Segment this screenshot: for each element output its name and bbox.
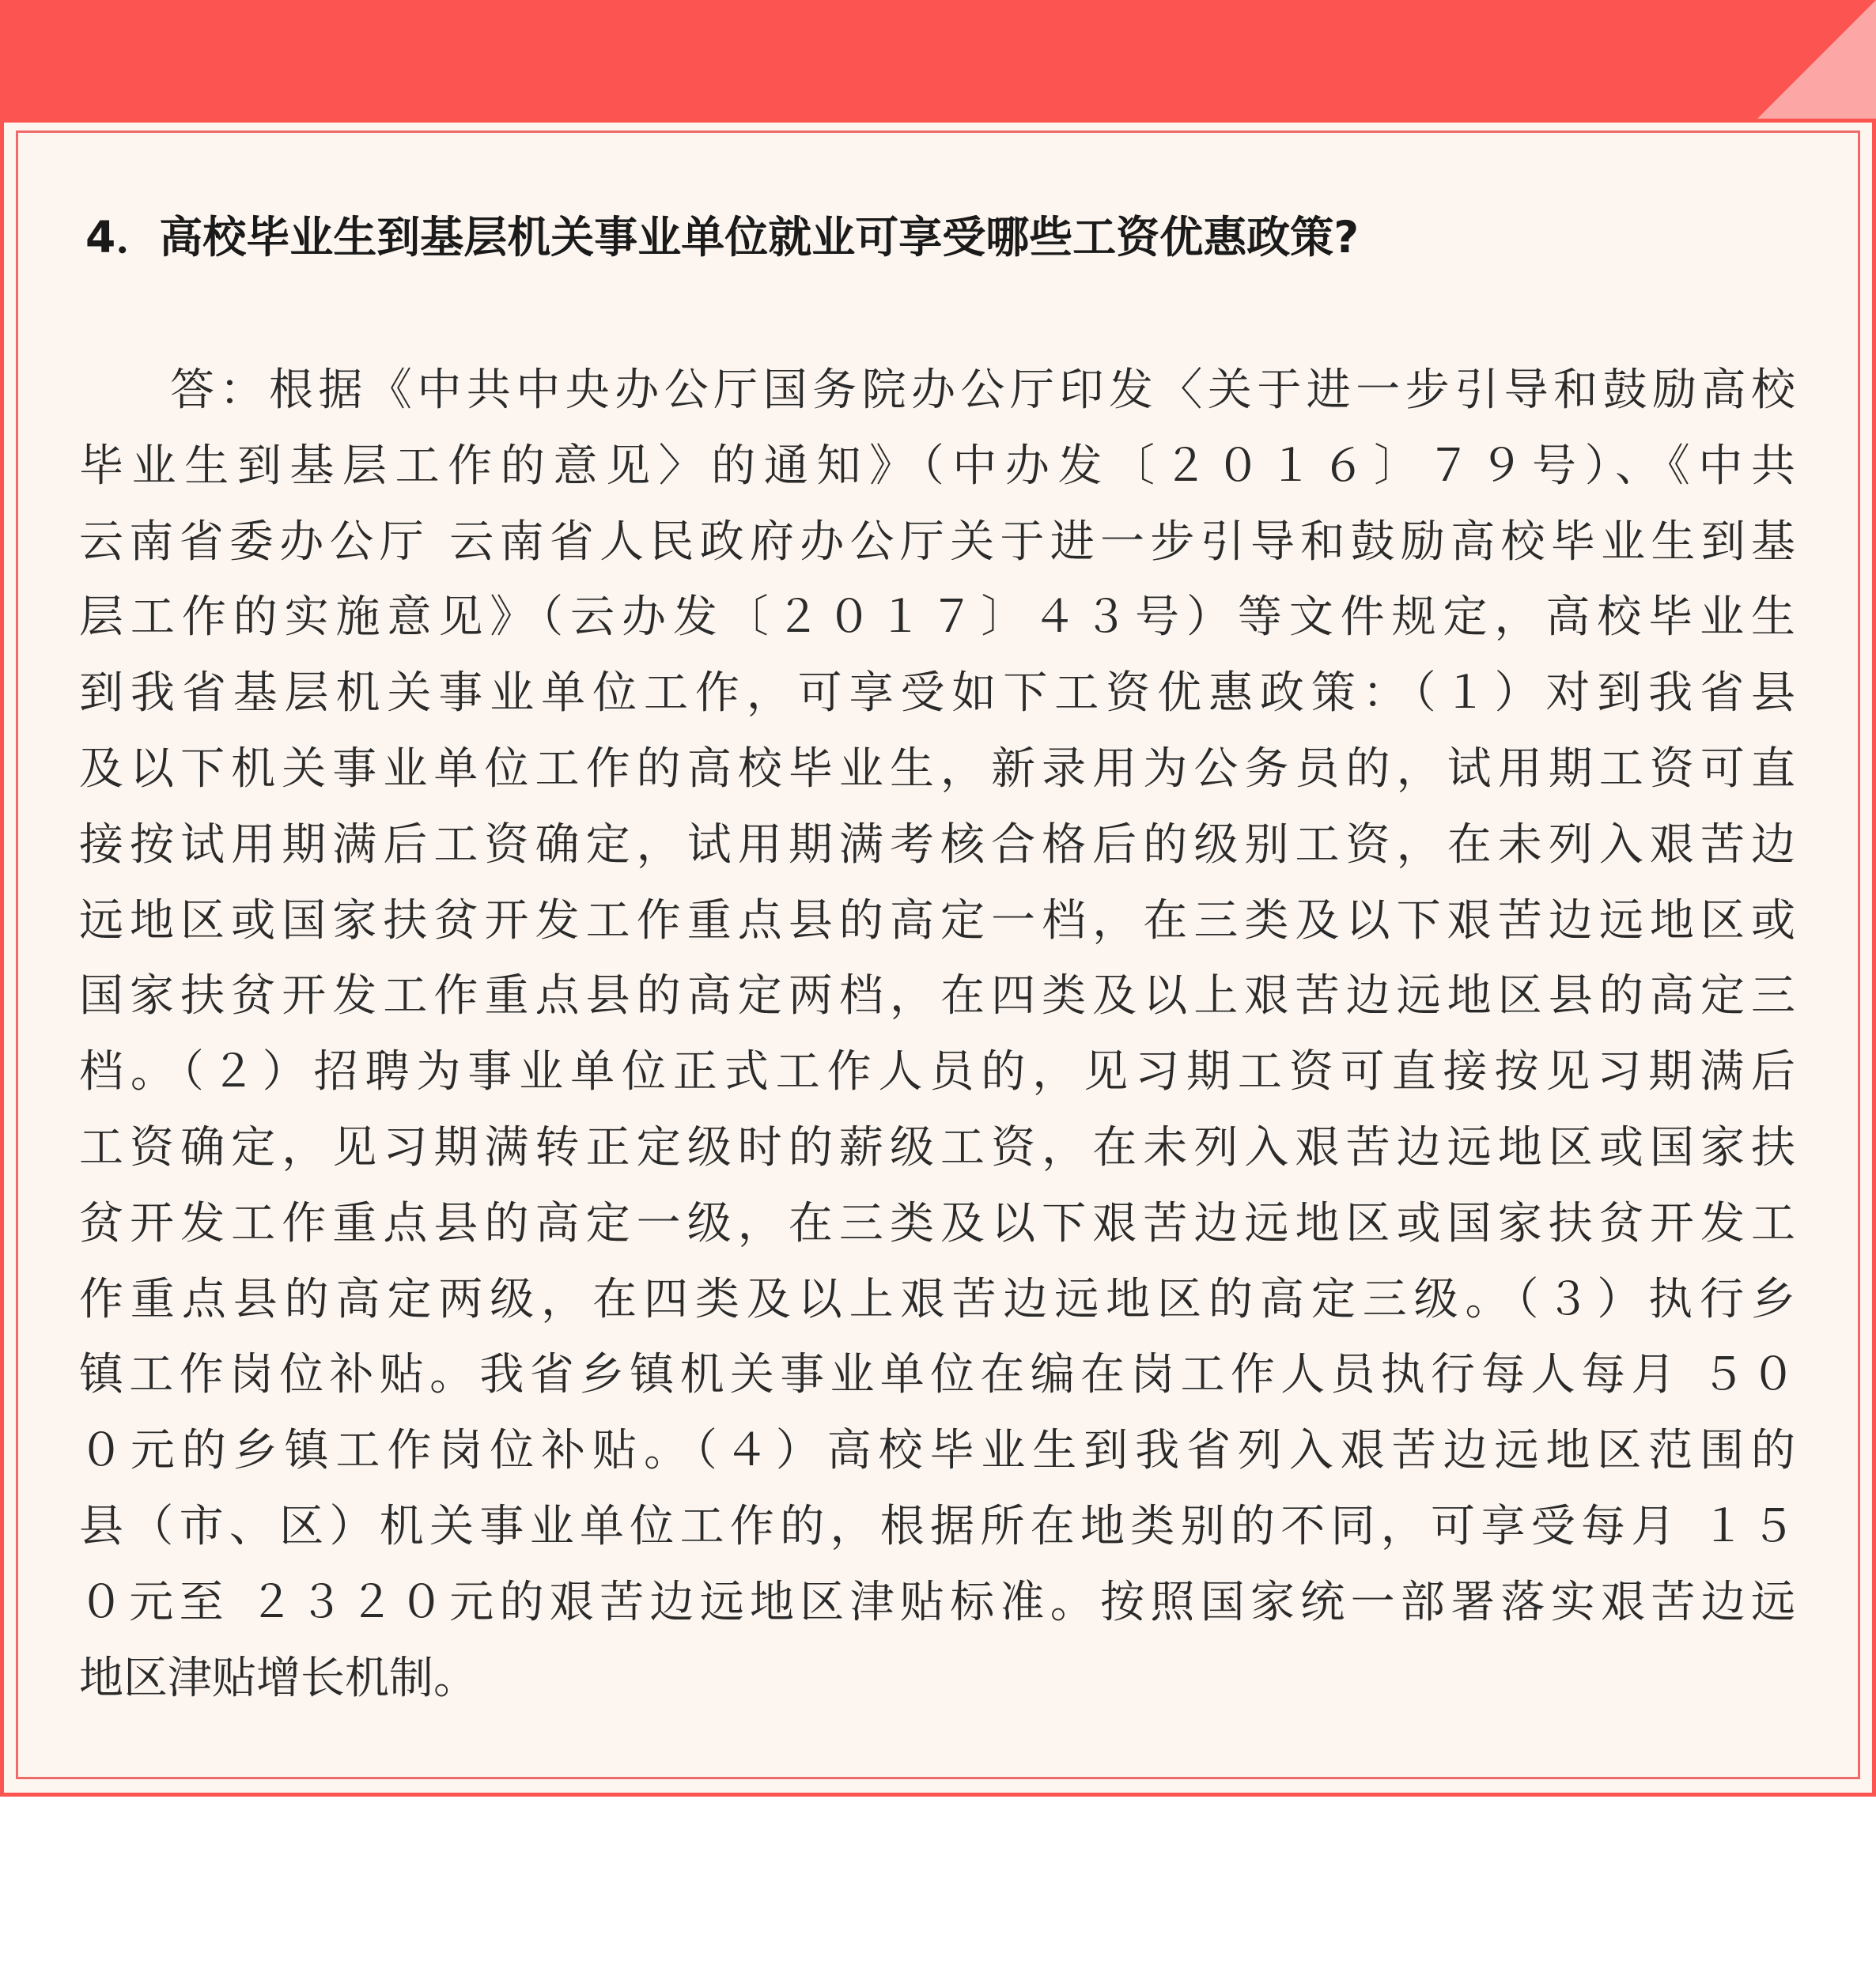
- answer-body: [79, 353, 1795, 1716]
- corner-fold-decoration: [1757, 0, 1876, 119]
- answer-line: 云南省委办公厅 云南省人民政府办公厅关于进一步引导和鼓励高校毕业生到基: [79, 516, 1795, 568]
- answer-line: 答：根据《中共中央办公厅国务院办公厅印发〈关于进一步引导和鼓励高校: [170, 365, 1795, 416]
- answer-line: 作重点县的高定两级，在四类及以上艰苦边远地区的高定三级。（３）执行乡: [79, 1273, 1795, 1325]
- answer-line: 远地区或国家扶贫开发工作重点县的高定一档，在三类及以下艰苦边远地区或: [79, 894, 1795, 947]
- answer-line: 镇工作岗位补贴。我省乡镇机关事业单位在编在岗工作人员执行每人每月 ５０: [79, 1349, 1795, 1401]
- answer-line: 国家扶贫开发工作重点县的高定两档，在四类及以上艰苦边远地区县的高定三: [79, 970, 1795, 1022]
- answer-line: ０元的乡镇工作岗位补贴。（４）高校毕业生到我省列入艰苦边远地区范围的: [79, 1425, 1795, 1477]
- answer-line: 县（市、区）机关事业单位工作的，根据所在地类别的不同，可享受每月 １５: [79, 1500, 1795, 1552]
- question-heading: 4．高校毕业生到基层机关事业单位就业可享受哪些工资优惠政策?: [85, 212, 1360, 263]
- answer-line: 毕业生到基层工作的意见〉的通知》（中办发〔２０１６〕７９号）、《中共: [79, 440, 1795, 492]
- answer-line: 贫开发工作重点县的高定一级，在三类及以下艰苦边远地区或国家扶贫开发工: [79, 1197, 1795, 1249]
- answer-line: 接按试用期满后工资确定，试用期满考核合格后的级别工资，在未列入艰苦边: [79, 818, 1795, 871]
- answer-line: 层工作的实施意见》（云办发〔２０１７〕４３号）等文件规定，高校毕业生: [79, 591, 1795, 644]
- answer-line: 工资确定，见习期满转正定级时的薪级工资，在未列入艰苦边远地区或国家扶: [79, 1121, 1795, 1173]
- answer-line: 及以下机关事业单位工作的高校毕业生，新录用为公务员的，试用期工资可直: [79, 743, 1795, 795]
- answer-line: 到我省基层机关事业单位工作，可享受如下工资优惠政策：（１）对到我省县: [79, 667, 1795, 720]
- answer-line: ０元至 ２３２０元的艰苦边远地区津贴标准。按照国家统一部署落实艰苦边远: [79, 1576, 1795, 1628]
- header-banner: [0, 0, 1876, 123]
- answer-line: 地区津贴增长机制。: [79, 1652, 478, 1704]
- answer-line: 档。（２）招聘为事业单位正式工作人员的，见习期工资可直接按见习期满后: [79, 1046, 1795, 1098]
